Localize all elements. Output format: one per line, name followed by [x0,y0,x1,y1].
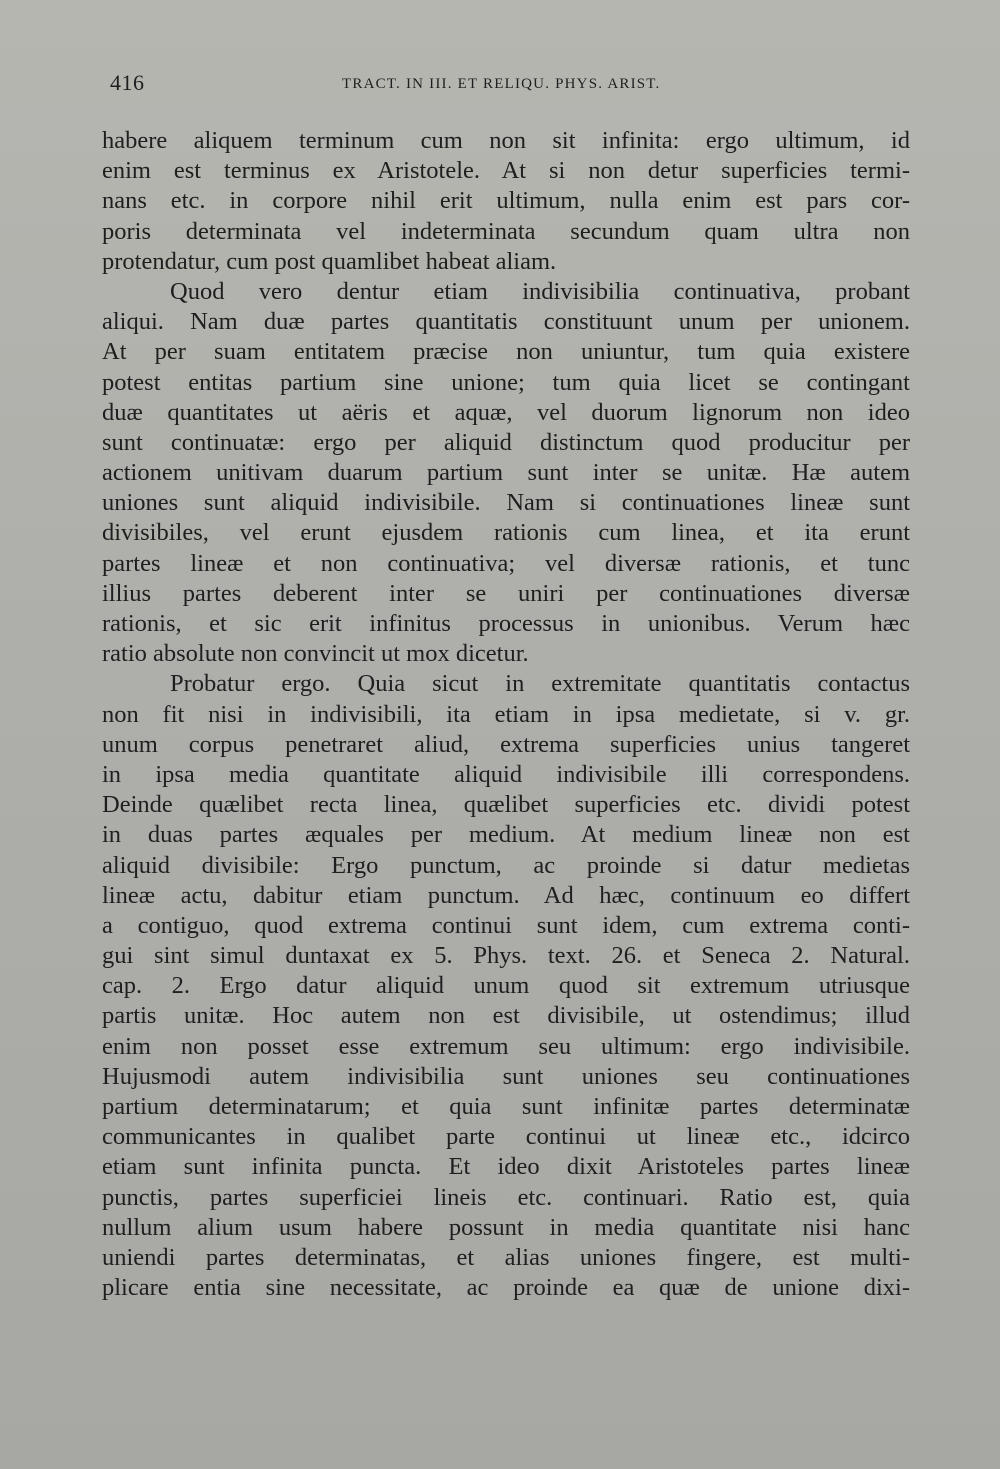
text-line: partis unitæ. Hoc autem non est divisibile, ut ostendimus; illud [102,1002,910,1030]
page-header [110,70,910,106]
text-line: illius partes deberent inter se uniri per continuationes diversæ [102,579,910,607]
text-line: unum corpus penetraret aliud, extrema superficies unius tangeret [102,730,910,758]
text-line: aliqui. Nam duæ partes quantitatis constituunt unum per unionem. [102,308,910,336]
text-line: At per suam entitatem præcise non uniuntur, tum quia existere [102,338,910,366]
text-line: uniones sunt aliquid indivisibile. Nam si continuationes lineæ sunt [102,489,910,517]
page-number: 416 [110,70,145,95]
text-line: punctis, partes superficiei lineis etc. continuari. Ratio est, quia [102,1183,910,1211]
text-line: potest entitas partium sine unione; tum quia licet se contingant [102,368,910,396]
text-line: Hujusmodi autem indivisibilia sunt uniones seu continuationes [102,1062,910,1090]
text-line: plicare entia sine necessitate, ac proinde ea quæ de unione dixi- [102,1274,910,1302]
text-line: protendatur, cum post quamlibet habeat aliam. [102,247,557,275]
text-line: lineæ actu, dabitur etiam punctum. Ad hæc, continuum eo differt [102,881,910,909]
text-line: poris determinata vel indeterminata secundum quam ultra non [102,217,910,245]
text-line: etiam sunt infinita puncta. Et ideo dixit Aristoteles partes lineæ [102,1153,910,1181]
text-line: actionem unitivam duarum partium sunt inter se unitæ. Hæ autem [102,459,910,487]
body-text [102,126,910,1303]
text-line: partium determinatarum; et quia sunt infinitæ partes determinatæ [102,1093,910,1120]
text-line: Quod vero dentur etiam indivisibilia continuativa, probant [170,277,910,305]
text-line: communicantes in qualibet parte continui ut lineæ etc., idcirco [102,1123,910,1151]
text-line: a contiguo, quod extrema continui sunt idem, cum extrema conti- [102,911,910,939]
text-line: habere aliquem terminum cum non sit infinita: ergo ultimum, id [102,127,910,154]
text-line: uniendi partes determinatas, et alias uniones fingere, est multi- [102,1243,910,1271]
text-line: ratio absolute non convincit ut mox dicetur. [102,640,529,668]
text-line: cap. 2. Ergo datur aliquid unum quod sit extremum utriusque [102,972,910,1000]
text-line: divisibiles, vel erunt ejusdem rationis cum linea, et ita erunt [102,519,910,547]
text-line: Probatur ergo. Quia sicut in extremitate quantitatis contactus [170,670,910,698]
text-line: gui sint simul duntaxat ex 5. Phys. text. 26. et Seneca 2. Natural. [102,942,910,970]
text-line: duæ quantitates ut aëris et aquæ, vel duorum lignorum non ideo [102,398,910,426]
text-line: aliquid divisibile: Ergo punctum, ac proinde si datur medietas [102,851,910,879]
text-line: Deinde quælibet recta linea, quælibet superficies etc. dividi potest [102,791,910,819]
running-head: TRACT. IN III. ET RELIQU. PHYS. ARIST. [342,76,661,92]
text-line: enim est terminus ex Aristotele. At si non detur superficies termi- [102,157,910,185]
text-line: enim non posset esse extremum seu ultimum: ergo indivisibile. [102,1032,910,1060]
text-line: in ipsa media quantitate aliquid indivisibile illi correspondens. [102,760,910,788]
text-line: nullum alium usum habere possunt in media quantitate nisi hanc [102,1213,910,1241]
text-line: sunt continuatæ: ergo per aliquid distinctum quod producitur per [102,428,910,456]
text-line: partes lineæ et non continuativa; vel diversæ rationis, et tunc [102,549,910,577]
text-line: in duas partes æquales per medium. At medium lineæ non est [102,821,910,849]
text-line: nans etc. in corpore nihil erit ultimum, nulla enim est pars cor- [102,187,910,215]
text-line: rationis, et sic erit infinitus processus in unionibus. Verum hæc [102,610,910,637]
text-line: non fit nisi in indivisibili, ita etiam in ipsa medietate, si v. gr. [102,700,910,728]
